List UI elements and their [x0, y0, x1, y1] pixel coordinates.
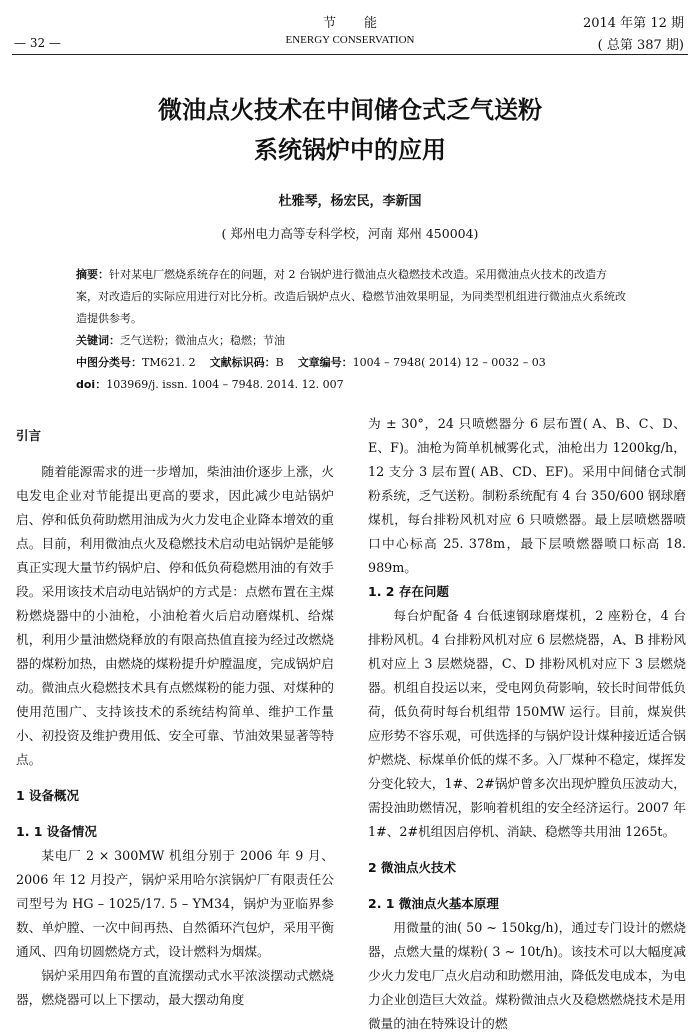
- doi-row: [76, 374, 626, 396]
- doi-label: doi：: [76, 378, 107, 391]
- section-1-2-paragraph: 每台炉配备 4 台低速钢球磨煤机，2 座粉仓，4 台排粉风机。4 台排粉风机对应 6 层燃烧器，A、B 排粉风机对应上 3 层燃烧器，C、D 排粉风机对应下 3 层燃烧器。机组自投运以来，受电网负荷影响，较长时间带低负荷，低负荷时每台机组带 150MW 运行。目前，煤炭供应形势不容乐观，可供选择的与锅炉设计煤种接近适合锅炉燃烧、标煤单价低的煤不多。入厂煤种不稳定，煤挥发分变化较大，1#、2#锅炉曾多次出现炉膛负压波动大，需投油助燃情况，影响着机组的安全经济运行。2007 年 1#、2#机组因启停机、消缺、稳燃等共用油 1265t。: [368, 608, 686, 839]
- keywords-label: 关键词：: [76, 334, 120, 347]
- abstract-text: 针对某电厂燃烧系统存在的问题，对 2 台锅炉进行微油点火稳燃技术改造。采用微油点火技术的改造方案，对改造后的实际应用进行对比分析。改造后锅炉点火、稳燃节油效果明显，为同类型机组进行微油点火系统改造提供参考。: [76, 268, 626, 325]
- journal-title-cn: 节能: [322, 16, 405, 31]
- title-line-2: 系统锅炉中的应用: [254, 135, 446, 164]
- journal-title-en: ENERGY CONSERVATION: [285, 34, 415, 46]
- keywords: [76, 330, 626, 352]
- page-number: — 32 —: [14, 36, 61, 50]
- authors: 杜雅琴，杨宏民，李新国: [278, 194, 422, 209]
- clc-value: TM621. 2: [142, 356, 196, 369]
- section-1-1-heading: 1. 1 设备情况: [16, 824, 97, 839]
- doi-value: 103969/j. issn. 1004 – 7948. 2014. 12. 007: [106, 378, 344, 391]
- section-1-1-paragraph-1: 某电厂 2 × 300MW 机组分别于 2006 年 9 月、2006 年 12 月投产，锅炉采用哈尔滨锅炉厂有限责任公司型号为 HG – 1025/17. 5 – YM34，锅炉为亚临界参数、单炉膛、一次中间再热、自然循环汽包炉，采用平衡通风、四角切圆燃烧方式，设计燃料为烟煤。: [16, 848, 334, 959]
- doccode-value: B: [275, 356, 284, 369]
- issue-number: 2014 年第 12 期: [582, 16, 684, 31]
- section-1-2-heading: 1. 2 存在问题: [368, 584, 449, 599]
- section-2-1-heading: 2. 1 微油点火基本原理: [368, 896, 499, 911]
- header-rule: [12, 54, 688, 55]
- keywords-text: 乏气送粉；微油点火；稳燃；节油: [120, 334, 285, 347]
- section-2-heading: 2 微油点火技术: [368, 860, 457, 875]
- paper-title: [0, 90, 700, 170]
- doccode-label: 文献标识码：: [209, 356, 276, 369]
- running-header: [0, 0, 700, 56]
- intro-paragraph: 随着能源需求的进一步增加，柴油油价逐步上涨，火电发电企业对节能提出更高的要求，因此减少电站锅炉启、停和低负荷助燃用油成为火力发电企业降本增效的重点。目前，利用微油点火及稳燃技术启动电站锅炉是能够真正实现大量节约锅炉启、停和低负荷稳燃用油的有效手段。采用该技术启动电站锅炉的方式是：点燃布置在主煤粉燃烧器中的小油枪，小油枪着火后启动磨煤机、给煤机，利用少量油燃烧释放的有限高热值直接为经过改燃烧器的煤粉加热，由燃烧的煤粉提升炉膛温度，完成锅炉启动。微油点火稳燃技术具有点燃煤粉的能力强、对煤种的使用范围广、支持该技术的系统结构简单、维护工作量小、初投资及维护费用低、安全可靠、节油效果显著等特点。: [16, 464, 334, 767]
- abstract-label: 摘要：: [76, 268, 109, 281]
- left-column: [16, 412, 334, 1012]
- articleno-value: 1004 – 7948( 2014) 12 – 0032 – 03: [352, 356, 546, 369]
- intro-heading: 引言: [16, 428, 42, 443]
- issue-total: ( 总第 387 期): [597, 38, 684, 53]
- right-column: [368, 412, 686, 1036]
- continued-paragraph: 为 ± 30°，24 只喷燃器分 6 层布置( A、B、C、D、E、F)。油枪为简单机械雾化式，油枪出力 1200kg/h，12 支分 3 层布置( AB、CD、EF)。采用中间储仓式制粉系统，乏气送粉。制粉系统配有 4 台 350/600 钢球磨煤机，每台排粉风机对应 6 只喷燃器。最上层喷燃器喷口中心标高 25. 378m，最下层喷燃器喷口标高 18. 989m。: [368, 416, 686, 575]
- articleno-label: 文章编号：: [297, 356, 353, 369]
- clc-label: 中图分类号：: [76, 356, 142, 369]
- title-line-1: 微油点火技术在中间储仓式乏气送粉: [158, 95, 542, 124]
- section-2-1-paragraph: 用微量的油( 50 ~ 150kg/h)，通过专门设计的燃烧器，点燃大量的煤粉( 3 ~ 10t/h)。该技术可以大幅度减少火力发电厂点火启动和助燃用油，降低发电成本，为电力企业创造巨大效益。煤粉微油点火及稳燃燃烧技术是用微量的油在特殊设计的燃: [368, 920, 686, 1031]
- section-1-1-paragraph-2: 锅炉采用四角布置的直流摆动式水平浓淡摆动式燃烧器，燃烧器可以上下摆动，最大摆动角度: [16, 968, 334, 1007]
- classification-row: [76, 352, 626, 374]
- abstract: [76, 264, 626, 330]
- affiliation: ( 郑州电力高等专科学校，河南 郑州 450004): [221, 226, 479, 241]
- section-1-heading: 1 设备概况: [16, 788, 80, 803]
- abstract-block: [76, 264, 626, 396]
